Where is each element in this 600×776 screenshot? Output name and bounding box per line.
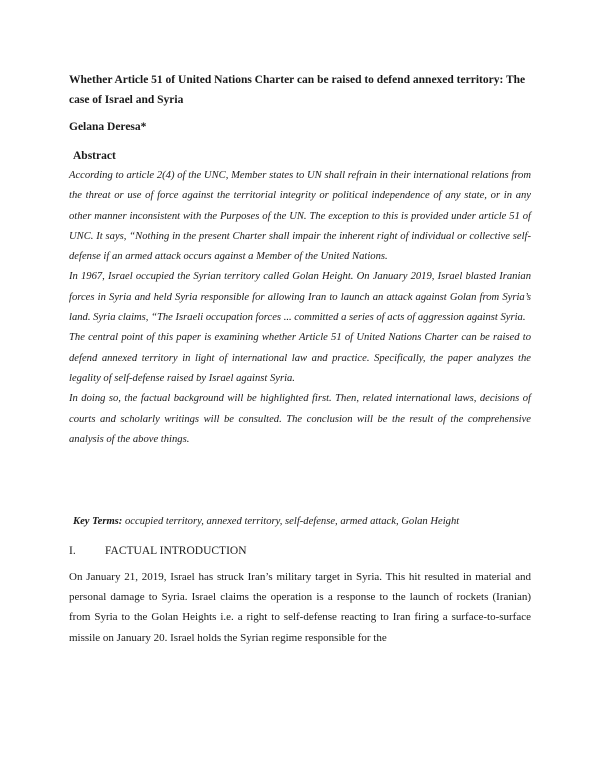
- section-heading: [69, 545, 247, 557]
- section-title: FACTUAL INTRODUCTION: [105, 545, 247, 557]
- abstract-paragraph: The central point of this paper is examining whether Article 51 of United Nations Charter can be raised to defend annexed territory in light of international law and practice. Specifically, the paper analyzes the legality of self-defense raised by Israel against Syria.: [69, 332, 531, 384]
- body-paragraph: On January 21, 2019, Israel has struck Iran’s military target in Syria. This hit resulted in material and personal damage to Syria. Israel claims the operation is a response to the launch of rockets (Iranian) from Syria to the Golan Heights i.e. a right to self-defense reacting to Iran firing a surface-to-surface missile on January 20. Israel holds the Syrian regime responsible for the: [69, 571, 531, 644]
- paper-title: Whether Article 51 of United Nations Charter can be raised to defend annexed territory: The case of Israel and Syria: [69, 74, 526, 106]
- key-terms: [73, 516, 533, 527]
- key-terms-list: occupied territory, annexed territory, self-defense, armed attack, Golan Height: [125, 516, 460, 527]
- section-body: [69, 567, 531, 648]
- abstract-paragraph: In doing so, the factual background will be highlighted first. Then, related international laws, decisions of courts and scholarly writings will be consulted. The conclusion will be the result of the comprehensive analysis of the above things.: [69, 393, 531, 445]
- author-name: Gelana Deresa*: [69, 121, 147, 133]
- section-number: I.: [69, 545, 76, 557]
- key-terms-label: Key Terms:: [73, 516, 123, 527]
- abstract-body: [69, 166, 531, 450]
- abstract-paragraph: According to article 2(4) of the UNC, Member states to UN shall refrain in their international relations from the threat or use of force against the territorial integrity or political independence of any state, or in any other manner inconsistent with the Purposes of the UN. The exception to this is provided under article 51 of UNC. It says, “Nothing in the present Charter shall impair the inherent right of individual or collective self-defense if an armed attack occurs against a Member of the United Nations.: [69, 170, 531, 263]
- abstract-paragraph: In 1967, Israel occupied the Syrian territory called Golan Height. On January 2019, Israel blasted Iranian forces in Syria and held Syria responsible for allowing Iran to launch an attack against Golan from Syria’s land. Syria claims, “The Israeli occupation forces ... committed a series of acts of aggression against Syria.: [69, 271, 531, 324]
- abstract-heading: Abstract: [73, 150, 116, 162]
